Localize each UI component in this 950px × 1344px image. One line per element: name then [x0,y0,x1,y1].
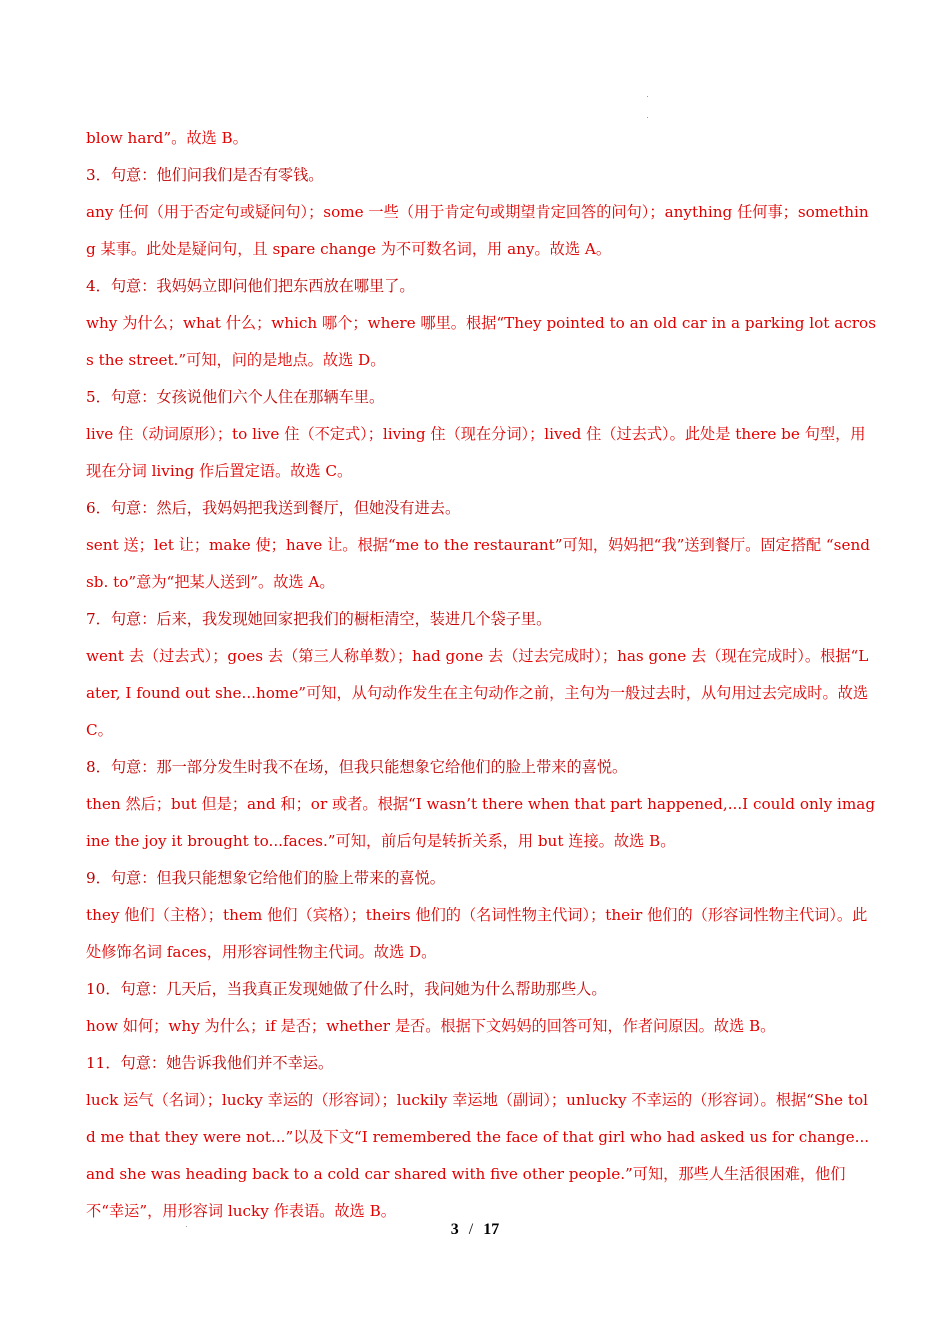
question-translation: 5．句意：女孩说他们六个人住在那辆车里。 [86,388,385,406]
answer-explanation: live 住（动词原形）；to live 住（不定式）；living 住（现在分词）；lived 住（过去式）。此处是 there be 句型，用现在分词 living 作后置定语。故选 C。 [86,425,866,480]
answer-explanation: sent 送；let 让；make 使；have 让。根据“me to the restaurant”可知，妈妈把“我”送到餐厅。固定搭配 “send sb. to”意为“把某人送到”。故选 A。 [86,536,870,591]
question-translation: 9．句意：但我只能想象它给他们的脸上带来的喜悦。 [86,869,445,887]
question-translation: 6．句意：然后，我妈妈把我送到餐厅，但她没有进去。 [86,499,461,517]
answer-explanation: blow hard”。故选 B。 [86,129,248,147]
answer-explanation: luck 运气（名词）；lucky 幸运的（形容词）；luckily 幸运地（副词）；unlucky 不幸运的（形容词）。根据“She told me that they were not...”以及下文“I remembered the face of that girl who had asked us for change...and she was heading back to a cold car shared with five other people.”可知，那些人生活很困难，他们不“幸运”，用形容词 lucky 作表语。故选 B。 [86,1091,870,1220]
answer-explanation: they 他们（主格）；them 他们（宾格）；theirs 他们的（名词性物主代词）；their 他们的（形容词性物主代词）。此处修饰名词 faces，用形容词性物主代词。故选 D。 [86,906,868,961]
question-translation: 11．句意：她告诉我他们并不幸运。 [86,1054,334,1072]
answer-explanation: how 如何；why 为什么；if 是否；whether 是否。根据下文妈妈的回答可知，作者问原因。故选 B。 [86,1017,776,1035]
answer-explanation: went 去（过去式）；goes 去（第三人称单数）；had gone 去（过去完成时）；has gone 去（现在完成时）。根据“Later, I found out she...home”可知，从句动作发生在主句动作之前，主句为一般过去时，从句用过去完成时。故选 C。 [86,647,869,739]
question-translation: 3．句意：他们问我们是否有零钱。 [86,166,324,184]
scan-speck [647,117,648,118]
question-translation: 4．句意：我妈妈立即问他们把东西放在哪里了。 [86,277,415,295]
answer-explanation: why 为什么；what 什么；which 哪个；where 哪里。根据“They pointed to an old car in a parking lot across the street.”可知，问的是地点。故选 D。 [86,314,876,369]
page-number [0,1221,950,1239]
page-separator: / [468,1221,474,1238]
answer-explanation: then 然后；but 但是；and 和；or 或者。根据“I wasn’t there when that part happened,...I could only imagine the joy it brought to...faces.”可知，前后句是转折关系，用 but 连接。故选 B。 [86,795,876,850]
question-translation: 10．句意：几天后，当我真正发现她做了什么时，我问她为什么帮助那些人。 [86,980,607,998]
question-translation: 8．句意：那一部分发生时我不在场，但我只能想象它给他们的脸上带来的喜悦。 [86,758,628,776]
current-page: 3 [450,1221,459,1238]
answer-explanations [86,120,876,1230]
total-pages: 17 [483,1221,500,1238]
question-translation: 7．句意：后来，我发现她回家把我们的橱柜清空，装进几个袋子里。 [86,610,552,628]
answer-explanation: any 任何（用于否定句或疑问句）；some 一些（用于肯定句或期望肯定回答的问句）；anything 任何事；something 某事。此处是疑问句，且 spare change 为不可数名词，用 any。故选 A。 [86,203,869,258]
scan-speck [647,96,648,97]
